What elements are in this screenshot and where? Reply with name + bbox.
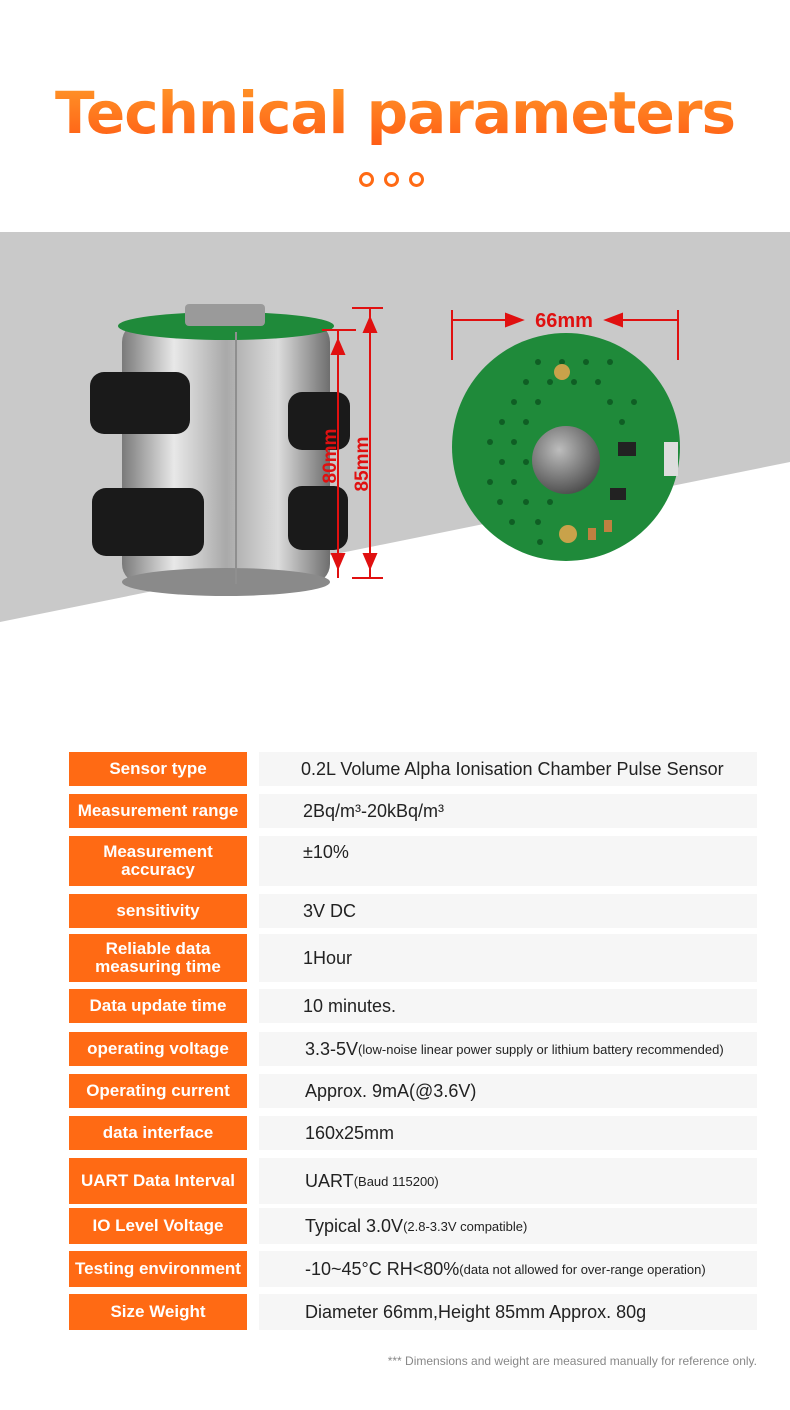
width-label: 66mm <box>535 310 593 332</box>
spec-label: Measurement range <box>69 794 247 828</box>
page-title: Technical parameters <box>0 78 790 148</box>
spec-value: 3.3-5V (low-noise linear power supply or lithium battery recommended) <box>259 1032 757 1066</box>
spec-row-reliable-data-time <box>69 934 757 982</box>
spec-label: Size Weight <box>69 1294 247 1330</box>
spec-row-sensor-type <box>69 752 757 786</box>
spec-value: 3V DC <box>259 894 757 928</box>
spec-label: Operating current <box>69 1074 247 1108</box>
spec-label: Testing environment <box>69 1251 247 1287</box>
sensor-pcb-image <box>452 333 680 561</box>
title-decoration-dots <box>359 172 424 187</box>
spec-row-sensitivity <box>69 894 757 928</box>
spec-value: 0.2L Volume Alpha Ionisation Chamber Pulse Sensor <box>259 752 757 786</box>
spec-label: data interface <box>69 1116 247 1150</box>
spec-row-uart-data-interval <box>69 1158 757 1204</box>
spec-value: 2Bq/m³-20kBq/m³ <box>259 794 757 828</box>
spec-row-measurement-range <box>69 794 757 828</box>
spec-label: Sensor type <box>69 752 247 786</box>
spec-label: Measurement accuracy <box>69 836 247 886</box>
spec-row-data-interface <box>69 1116 757 1150</box>
spec-row-measurement-accuracy <box>69 836 757 886</box>
spec-label: IO Level Voltage <box>69 1208 247 1244</box>
spec-row-data-update-time <box>69 989 757 1023</box>
spec-value: 1Hour <box>259 934 757 982</box>
spec-row-operating-current <box>69 1074 757 1108</box>
footnote: *** Dimensions and weight are measured manually for reference only. <box>387 1354 757 1368</box>
spec-value: Approx. 9mA(@3.6V) <box>259 1074 757 1108</box>
spec-label: UART Data Interval <box>69 1158 247 1204</box>
spec-value: Diameter 66mm,Height 85mm Approx. 80g <box>259 1294 757 1330</box>
spec-value: ±10% <box>259 836 757 886</box>
circle-icon <box>359 172 374 187</box>
spec-row-testing-environment <box>69 1251 757 1287</box>
spec-value: UART (Baud 115200) <box>259 1158 757 1204</box>
inner-height-label: 80mm <box>320 428 341 484</box>
product-photo <box>0 232 790 627</box>
spec-label: operating voltage <box>69 1032 247 1066</box>
spec-label: Data update time <box>69 989 247 1023</box>
sensor-cylinder-image <box>90 304 350 596</box>
outer-height-label: 85mm <box>352 436 373 492</box>
spec-row-operating-voltage <box>69 1032 757 1066</box>
spec-value: -10~45°C RH<80% (data not allowed for over-range operation) <box>259 1251 757 1287</box>
circle-icon <box>409 172 424 187</box>
spec-value: 10 minutes. <box>259 989 757 1023</box>
spec-row-io-level-voltage <box>69 1208 757 1244</box>
spec-label: Reliable data measuring time <box>69 934 247 982</box>
spec-label: sensitivity <box>69 894 247 928</box>
circle-icon <box>384 172 399 187</box>
spec-value: 160x25mm <box>259 1116 757 1150</box>
spec-row-size-weight <box>69 1294 757 1330</box>
spec-value: Typical 3.0V (2.8-3.3V compatible) <box>259 1208 757 1244</box>
